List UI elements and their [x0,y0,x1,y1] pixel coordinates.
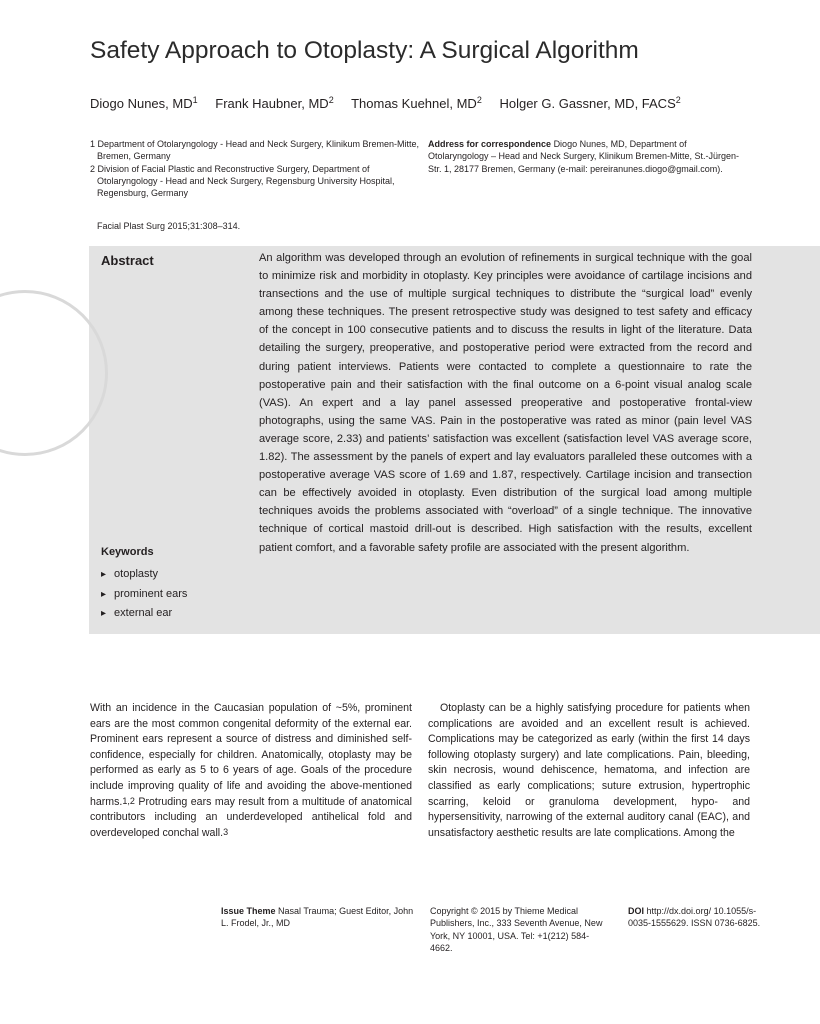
issue-theme-label: Issue Theme [221,906,276,916]
doi-label: DOI [628,906,645,916]
body-paragraph: With an incidence in the Caucasian population of ~5%, prominent ears are the most common congenital deformity of the external ear. Prominent ears represent a source of distress and diminished self-confidence, especially for children. Anatomically, otoplasty may be performed as early as 5 to 6 years of age. Goals of the procedure include improving quality of life and avoiding the above-mentioned harms.$^{1,2}$ Protruding ears may result from a multitude of anatomical contributors including an underdeveloped antihelical fold and overdeveloped conchal wall.$^3$ [90,702,412,839]
keywords-heading: Keywords [101,546,154,558]
correspondence [428,138,748,175]
body-column-left [90,701,412,841]
author-list [90,96,695,111]
body-column-right [428,701,750,841]
copyright: Copyright © 2015 by Thieme Medical Publishers, Inc., 333 Seventh Avenue, New York, NY 10001, USA. Tel: +1(212) 584-4662. [430,906,603,953]
article-title: Safety Approach to Otoplasty: A Surgical Algorithm [90,37,639,65]
keyword-item: ▸ external ear [101,604,187,624]
doi: DOI http://dx.doi.org/ 10.1055/s-0035-1555629. ISSN 0736-6825. [628,906,761,929]
author-4: Holger G. Gassner, MD, FACS$^2$ [499,95,681,111]
issue-theme: Issue Theme Nasal Trauma; Guest Editor, John L. Frodel, Jr., MD [221,906,414,929]
correspondence-label: Address for correspondence [428,139,552,149]
affiliation-1: 1 Department of Otolaryngology - Head and Neck Surgery, Klinikum Bremen-Mitte, Bremen, Germany [90,139,419,162]
keywords-list [101,565,187,624]
author-1: Diogo Nunes, $MD^1$ [90,95,198,111]
keyword-item: ▸ otoplasty [101,565,187,585]
body-paragraph: Otoplasty can be a highly satisfying procedure for patients when complications are avoided and an excellent result is achieved. Complications may be categorized as early (within the first 14 days following otoplasty surgery) and late complications. Pain, bleeding, skin necrosis, wound dehiscence, hematoma, and infection are classified as early complications; suture extrusion, hypertrophic scarring, keloid or granuloma development, hypo- and hypersensitivity, narrowing of the external auditory canal (EAC), and unsatisfactory aesthetic results are late complications. Among the [428,702,750,839]
abstract-heading: Abstract [101,253,154,268]
keyword-item: ▸ prominent ears [101,585,187,605]
citation: Facial Plast Surg 2015;31:308–314. [97,221,241,231]
correspondence-text: Diogo Nunes, MD, Department of Otolaryngology – Head and Neck Surgery, Klinikum Bremen-Mitte, St.-Jürgen-Str. 1, 28177 Bremen, Germany (e-mail: pereiranunes.diogo@gmail.com). [428,139,739,174]
author-3: Thomas Kuehnel, $MD^2$ [351,95,482,111]
author-2: Frank Haubner, $MD^2$ [215,95,334,111]
affiliations [90,138,420,199]
abstract-text: An algorithm was developed through an evolution of refinements in surgical technique with the goal to minimize risk and morbidity in otoplasty. Key principles were avoidance of cartilage incisions and transections and the use of multiple surgical techniques to distribute the “surgical load” evenly among these techniques. The present retrospective study was designed to test safety and efficacy of the concept in 100 consecutive patients and to discuss the results in light of the literature. Data detailing the surgery, preoperative, and postoperative period were extracted from the record and during patient interviews. Patients were contacted to complete a questionnaire to rate the postoperative pain and their satisfaction with the final outcome on a 6-point visual analog scale (VAS). An expert and a lay panel assessed preoperative and postoperative frontal-view photographs, using the same VAS. Pain in the postoperative was rated as minor (pain level VAS average score, 2.33) and patients’ satisfaction was excellent (satisfaction level VAS average score, 1.82). The assessment by the panels of expert and lay evaluators paralleled these outcomes with a postoperative average VAS score of 1.69 and 1.87, respectively. Cartilage incision and transection can be effectively avoided in otoplasty. Even distribution of the surgical load among multiple techniques avoids the problems associated with “overload” of a single technique. The innovative technique of cortical mastoid drill-out is described. High satisfaction with the results, excellent patient comfort, and a favorable safety profile are associated with the present algorithm. [259,252,752,554]
affiliation-2: 2 Division of Facial Plastic and Reconstructive Surgery, Department of Otolaryngology - Head and Neck Surgery, Regensburg University Hospital, Regensburg, Germany [90,163,395,199]
